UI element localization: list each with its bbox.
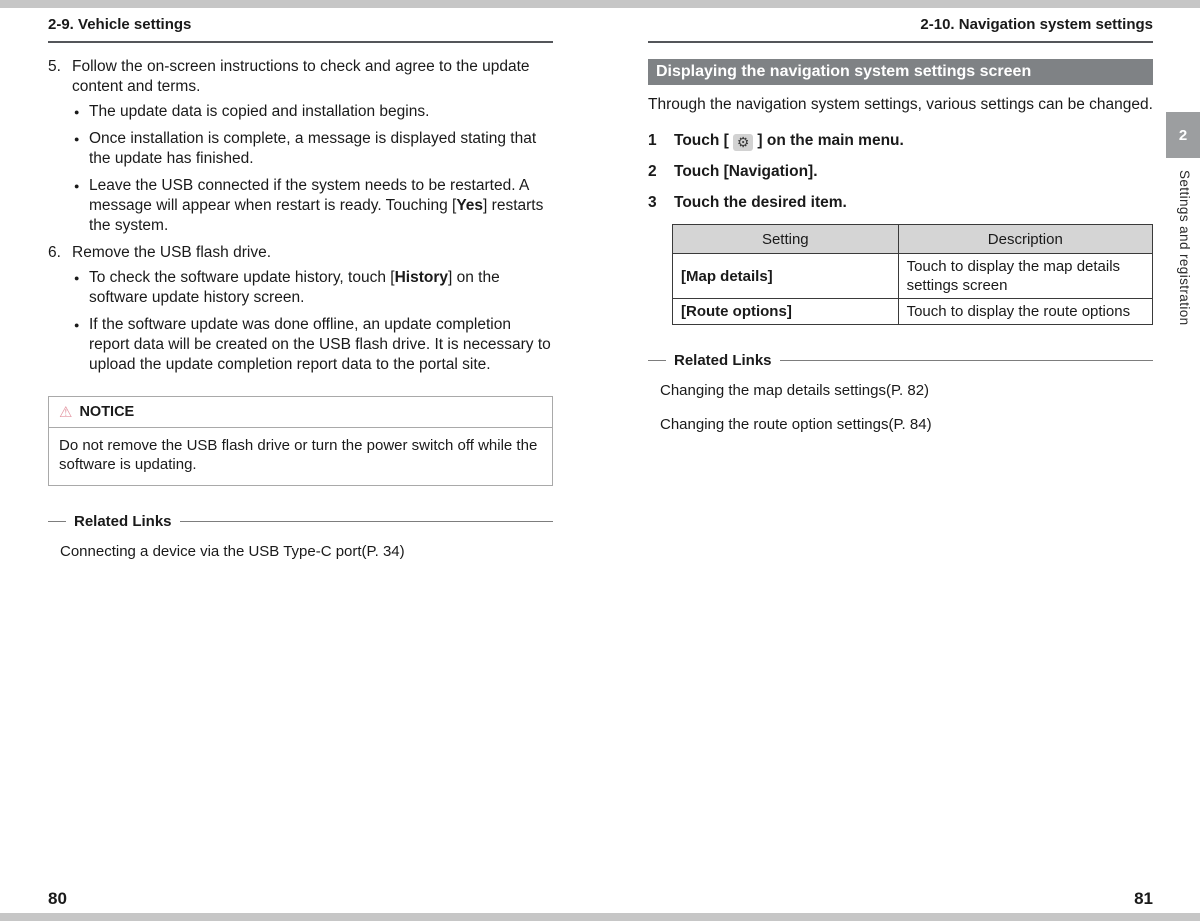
section-title: 2-9. Vehicle settings: [48, 16, 192, 33]
description-cell: Touch to display the map details settings screen: [898, 254, 1152, 299]
table-row: [673, 254, 1153, 299]
section-banner: Displaying the navigation system settings screen: [648, 59, 1153, 85]
list-item: [74, 315, 553, 375]
section-title: 2-10. Navigation system settings: [920, 16, 1153, 33]
bullet-icon: ●: [74, 134, 80, 144]
list-item: [74, 268, 553, 308]
bullet-icon: ●: [74, 273, 80, 283]
step-number: 6.: [48, 244, 61, 261]
numbered-step: [648, 131, 1153, 151]
divider-line: [780, 360, 1153, 361]
step-number: 1: [648, 132, 657, 149]
settings-table: [672, 224, 1153, 325]
related-links-section: [648, 352, 1153, 437]
related-link[interactable]: Changing the map details settings(P. 82): [660, 382, 930, 399]
notice-box: [48, 396, 553, 486]
step-number: 5.: [48, 58, 61, 75]
numbered-step: [648, 193, 1153, 213]
chapter-number-tab: 2: [1166, 112, 1200, 158]
step-text: Remove the USB flash drive.: [72, 244, 272, 261]
setting-cell: [Route options]: [673, 299, 899, 325]
notice-title-text: NOTICE: [79, 404, 135, 420]
left-section-header: [48, 16, 553, 43]
page-top-edge: [0, 0, 1200, 8]
numbered-step: [48, 57, 553, 243]
related-links-header: [48, 513, 553, 530]
divider-line: [648, 360, 666, 361]
related-link[interactable]: Changing the route option settings(P. 84): [660, 416, 932, 433]
right-section-header: [648, 16, 1153, 43]
list-item: [74, 129, 553, 169]
notice-header: [49, 397, 552, 428]
step-number: 2: [648, 163, 657, 180]
related-link[interactable]: Connecting a device via the USB Type-C port(P. 34): [60, 543, 405, 560]
step-body: [72, 243, 553, 382]
divider-line: [180, 521, 553, 522]
column-header-description: Description: [898, 225, 1152, 254]
list-item: [74, 176, 553, 236]
divider-line: [48, 521, 66, 522]
table-row: [673, 299, 1153, 325]
bullet-text: To check the software update history, touch [History] on the software update history screen.: [89, 269, 500, 306]
bullet-text: Leave the USB connected if the system needs to be restarted. A message will appear when restart is ready. Touching [Yes] restarts the system.: [89, 177, 544, 234]
bullet-text: The update data is copied and installation begins.: [89, 103, 430, 120]
right-page: [648, 16, 1153, 437]
description-cell: Touch to display the route options: [898, 299, 1152, 325]
step-text: Touch [ ⚙ ] on the main menu.: [674, 132, 904, 150]
column-header-setting: Setting: [673, 225, 899, 254]
page-bottom-edge: [0, 913, 1200, 921]
page-number-right: 81: [1134, 889, 1153, 908]
step-text: Touch [Navigation].: [674, 163, 818, 180]
bullet-icon: ●: [74, 181, 80, 191]
notice-body-text: Do not remove the USB flash drive or turn the power switch off while the software is updating.: [59, 437, 538, 473]
table-header-row: [673, 225, 1153, 254]
step-body: [72, 57, 553, 243]
list-item: [74, 102, 553, 122]
step-number: 3: [648, 194, 657, 211]
left-page-content: [48, 57, 553, 564]
related-links-title: Related Links: [74, 513, 172, 530]
chapter-title-vertical: Settings and registration: [1177, 170, 1192, 326]
bullet-icon: ●: [74, 320, 80, 330]
bullet-text: If the software update was done offline, an update completion report data will be created on the USB flash drive. It is necessary to upload the update completion report data to the portal site.: [89, 316, 551, 373]
gear-icon: ⚙: [733, 134, 753, 151]
warning-icon: ⚠: [59, 404, 73, 421]
numbered-step: [648, 162, 1153, 182]
page-number-left: 80: [48, 889, 67, 908]
numbered-step: [48, 243, 553, 382]
setting-cell: [Map details]: [673, 254, 899, 299]
bullet-icon: ●: [74, 107, 80, 117]
related-links-section: [48, 513, 553, 564]
related-links-title: Related Links: [674, 352, 772, 369]
step-text: Touch the desired item.: [674, 194, 847, 211]
bullet-text: Once installation is complete, a message is displayed stating that the update has finished.: [89, 130, 537, 167]
left-page: [48, 16, 553, 564]
step-text: Follow the on-screen instructions to check and agree to the update content and terms.: [72, 58, 530, 95]
related-links-header: [648, 352, 1153, 369]
intro-paragraph: Through the navigation system settings, various settings can be changed.: [648, 96, 1153, 113]
